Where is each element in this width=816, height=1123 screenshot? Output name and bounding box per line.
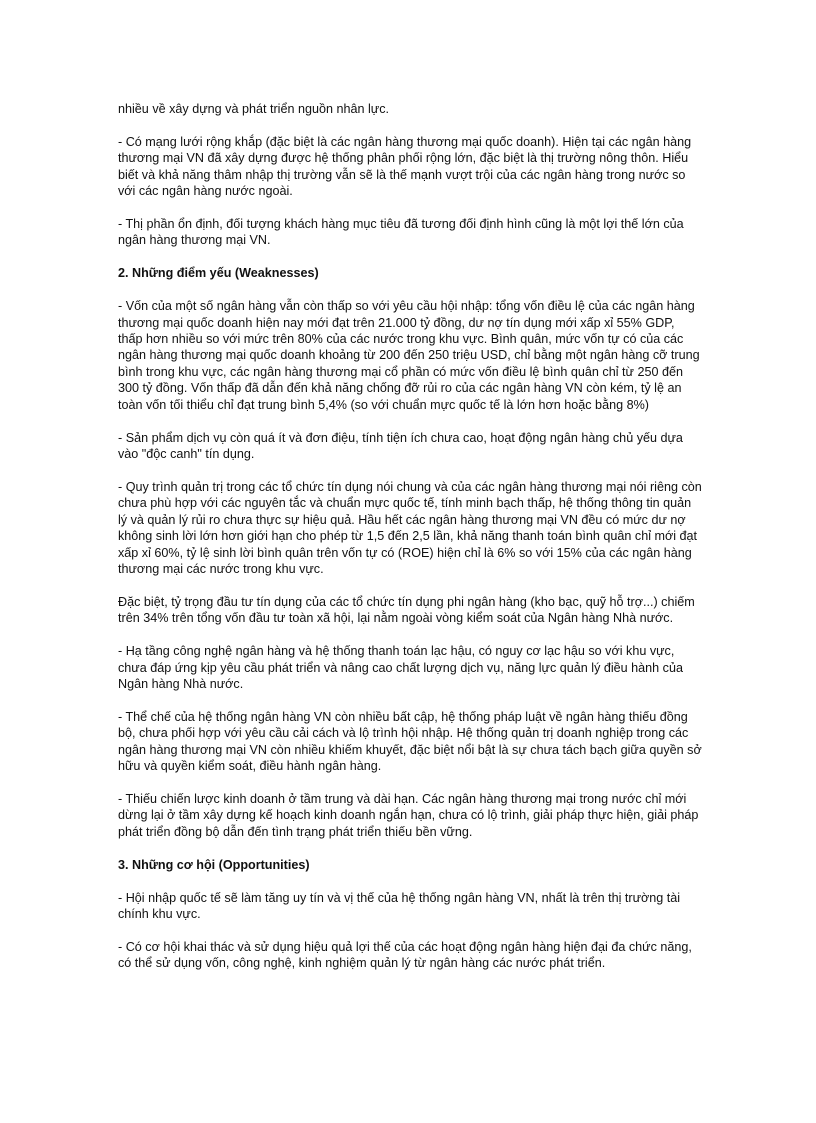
document-page <box>118 101 702 988</box>
section-heading-opportunities: 3. Những cơ hội (Opportunities) <box>118 857 310 872</box>
paragraph: - Vốn của một số ngân hàng vẫn còn thấp so với yêu cầu hội nhập: tổng vốn điều lệ của các ngân hàng thương mại quốc doanh hiện nay mới đạt trên 21.000 tỷ đồng, dư nợ tín dụng mới xấp xỉ 55% GDP, thấp hơn nhiều so với mức trên 80% của các nước trong khu vực. Bình quân, mức vốn tự có của các ngân hàng thương mại quốc doanh khoảng từ 200 đến 250 triệu USD, chỉ bằng một ngân hàng cỡ trung bình trong khu vực, các ngân hàng thương mại cổ phần có mức vốn điều lệ bình quân chỉ từ 250 đến 300 tỷ đồng. Vốn thấp đã dẫn đến khả năng chống đỡ rủi ro của các ngân hàng VN còn kém, tỷ lệ an toàn vốn tối thiểu chỉ đạt trung bình 5,4% (so với chuẩn mực quốc tế là lớn hơn hoặc bằng 8%) <box>118 299 700 412</box>
paragraph: - Hạ tầng công nghệ ngân hàng và hệ thống thanh toán lạc hậu, có nguy cơ lạc hậu so với khu vực, chưa đáp ứng kịp yêu cầu phát triển và nâng cao chất lượng dịch vụ, năng lực quản lý điều hành của Ngân hàng Nhà nước. <box>118 644 683 691</box>
paragraph: - Thể chế của hệ thống ngân hàng VN còn nhiều bất cập, hệ thống pháp luật về ngân hàng thiếu đồng bộ, chưa phối hợp với yêu cầu cải cách và lộ trình hội nhập. Hệ thống quản trị doanh nghiệp trong các ngân hàng thương mại VN còn nhiều khiếm khuyết, đặc biệt nổi bật là sự chưa tách bạch giữa quyền sở hữu và quyền kiểm soát, điều hành ngân hàng. <box>118 709 702 774</box>
paragraph: - Thiếu chiến lược kinh doanh ở tầm trung và dài hạn. Các ngân hàng thương mại trong nước chỉ mới dừng lại ở tầm xây dựng kế hoạch kinh doanh ngắn hạn, chưa có lộ trình, giải pháp thực hiện, giải pháp phát triển đồng bộ dẫn đến tình trạng phát triển thiếu bền vững. <box>118 792 699 839</box>
paragraph: - Quy trình quản trị trong các tổ chức tín dụng nói chung và của các ngân hàng thương mại nói riêng còn chưa phù hợp với các nguyên tắc và chuẩn mực quốc tế, tính minh bạch thấp, hệ thống thông tin quản lý và quản lý rủi ro chưa thực sự hiệu quả. Hầu hết các ngân hàng thương mại VN đều có mức dư nợ không sinh lời lớn hơn giới hạn cho phép từ 1,5 đến 2,5 lần, khả năng thanh toán bình quân chỉ mới đạt xấp xỉ 60%, tỷ lệ sinh lời bình quân trên vốn tự có (ROE) hiện chỉ là 6% so với 15% của các ngân hàng thương mại các nước trong khu vực. <box>118 479 702 576</box>
paragraph: Đặc biệt, tỷ trọng đầu tư tín dụng của các tổ chức tín dụng phi ngân hàng (kho bạc, quỹ hỗ trợ...) chiếm trên 34% trên tổng vốn đầu tư toàn xã hội, lại nằm ngoài vòng kiểm soát của Ngân hàng Nhà nước. <box>118 594 695 626</box>
paragraph: nhiều về xây dựng và phát triển nguồn nhân lực. <box>118 102 390 116</box>
paragraph: - Hội nhập quốc tế sẽ làm tăng uy tín và vị thế của hệ thống ngân hàng VN, nhất là trên thị trường tài chính khu vực. <box>118 890 681 922</box>
paragraph: - Thị phần ổn định, đối tượng khách hàng mục tiêu đã tương đối định hình cũng là một lợi thế lớn của ngân hàng thương mại VN. <box>118 217 684 248</box>
paragraph: - Sản phẩm dịch vụ còn quá ít và đơn điệu, tính tiện ích chưa cao, hoạt động ngân hàng chủ yếu dựa vào "độc canh" tín dụng. <box>118 430 683 461</box>
section-heading-weaknesses: 2. Những điểm yếu (Weaknesses) <box>118 266 319 281</box>
paragraph: - Có cơ hội khai thác và sử dụng hiệu quả lợi thế của các hoạt động ngân hàng hiện đại đa chức năng, có thể sử dụng vốn, công nghệ, kinh nghiệm quản lý từ ngân hàng các nước phát triển. <box>118 939 692 971</box>
paragraph: - Có mạng lưới rộng khắp (đặc biệt là các ngân hàng thương mại quốc doanh). Hiện tại các ngân hàng thương mại VN đã xây dựng được hệ thống phân phối rộng lớn, đặc biệt là thị trường nông thôn. Hiểu biết và khả năng thâm nhập thị trường vẫn sẽ là thế mạnh vượt trội của các ngân hàng trong nước so với các ngân hàng nước ngoài. <box>118 134 692 199</box>
